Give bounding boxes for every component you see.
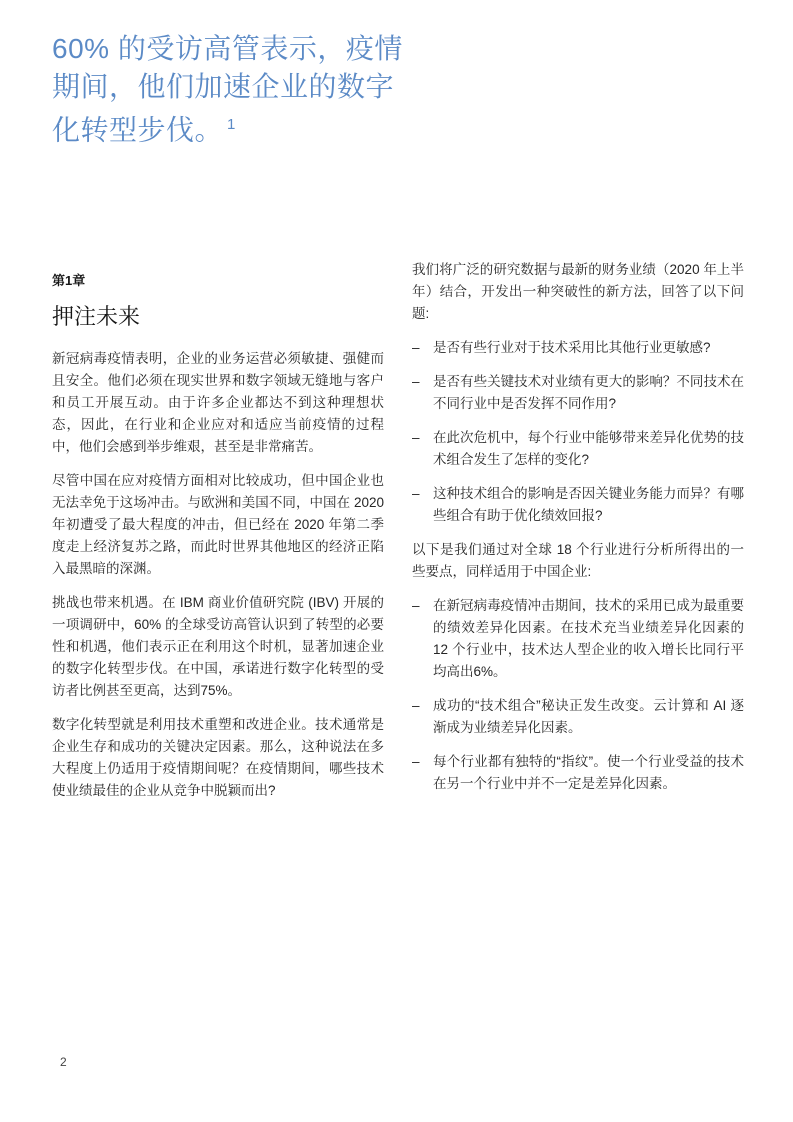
dash-marker: – (412, 486, 420, 501)
chapter-label: 第1章 (52, 273, 86, 288)
dash-marker: – (412, 698, 420, 713)
paragraph: 以下是我们通过对全球 18 个行业进行分析所得出的一些要点，同样适用于中国企业: (412, 542, 744, 579)
paragraph: 数字化转型就是利用技术重塑和改进企业。技术通常是企业生存和成功的关键决定因素。那么，这种说法在多大程度上仍适用于疫情期间呢？在疫情期间，哪些技术使业绩最佳的企业从竞争中脱颖而出? (52, 716, 384, 798)
dash-marker: – (412, 340, 420, 355)
list-item-text: 这种技术组合的影响是否因关键业务能力而异？有哪些组合有助于优化绩效回报? (433, 486, 744, 523)
paragraph: 尽管中国在应对疫情方面相对比较成功，但中国企业也无法幸免于这场冲击。与欧洲和美国不同，中国在 2020 年初遭受了最大程度的冲击，但已经在 2020 年第二季度走上经济复苏之路，而此时世界其他地区的经济正陷入最黑暗的深渊。 (52, 472, 384, 576)
left-column (52, 270, 384, 814)
list-item (412, 695, 744, 739)
paragraph: 我们将广泛的研究数据与最新的财务业绩（2020 年上半年）结合，开发出一种突破性的新方法，回答了以下问题: (412, 262, 744, 321)
list-item (412, 595, 744, 683)
list-item (412, 751, 744, 795)
list-item (412, 427, 744, 471)
page-number: 2 (60, 1055, 67, 1069)
list-item (412, 371, 744, 415)
list-item (412, 337, 744, 359)
section-title: 押注未来 (52, 304, 141, 329)
list-item-text: 每个行业都有独特的“指纹”。使一个行业受益的技术在另一个行业中并不一定是差异化因素。 (433, 754, 744, 791)
paragraph: 新冠病毒疫情表明，企业的业务运营必须敏捷、强健而且安全。他们必须在现实世界和数字领域无缝地与客户和员工开展互动。由于许多企业都达不到这种理想状态，因此，在行业和企业应对和适应当前疫情的过程中，他们会感到举步维艰，甚至是非常痛苦。 (52, 350, 384, 454)
list-item-text: 在新冠病毒疫情冲击期间，技术的采用已成为最重要的绩效差异化因素。在技术充当业绩差异化因素的 12 个行业中，技术达人型企业的收入增长比同行平均高出6%。 (433, 598, 744, 679)
list-item-text: 在此次危机中，每个行业中能够带来差异化优势的技术组合发生了怎样的变化? (433, 430, 744, 467)
headline-line: 期间，他们加速企业的数字 (52, 71, 395, 102)
dash-marker: – (412, 754, 420, 769)
question-list (412, 337, 744, 527)
dash-marker: – (412, 374, 420, 389)
dash-marker: – (412, 598, 420, 613)
paragraph: 挑战也带来机遇。在 IBM 商业价值研究院 (IBV) 开展的一项调研中，60% 的全球受访高管认识到了转型的必要性和机遇，他们表示正在利用这个时机，显著加速企业的数字化转型步伐。在中国，承诺进行数字化转型的受访者比例甚至更高，达到75%。 (52, 594, 384, 698)
right-column (412, 259, 744, 807)
headline (52, 30, 403, 149)
footnote-ref: 1 (227, 116, 236, 133)
list-item-text: 成功的“技术组合”秘诀正发生改变。云计算和 AI 逐渐成为业绩差异化因素。 (433, 698, 744, 735)
dash-marker: – (412, 430, 420, 445)
headline-line: 60% 的受访高管表示，疫情 (52, 33, 403, 64)
list-item-text: 是否有些关键技术对业绩有更大的影响？不同技术在不同行业中是否发挥不同作用? (433, 374, 744, 411)
headline-line: 化转型步伐。 (52, 114, 224, 146)
findings-list (412, 595, 744, 795)
list-item (412, 483, 744, 527)
list-item-text: 是否有些行业对于技术采用比其他行业更敏感? (433, 340, 711, 355)
